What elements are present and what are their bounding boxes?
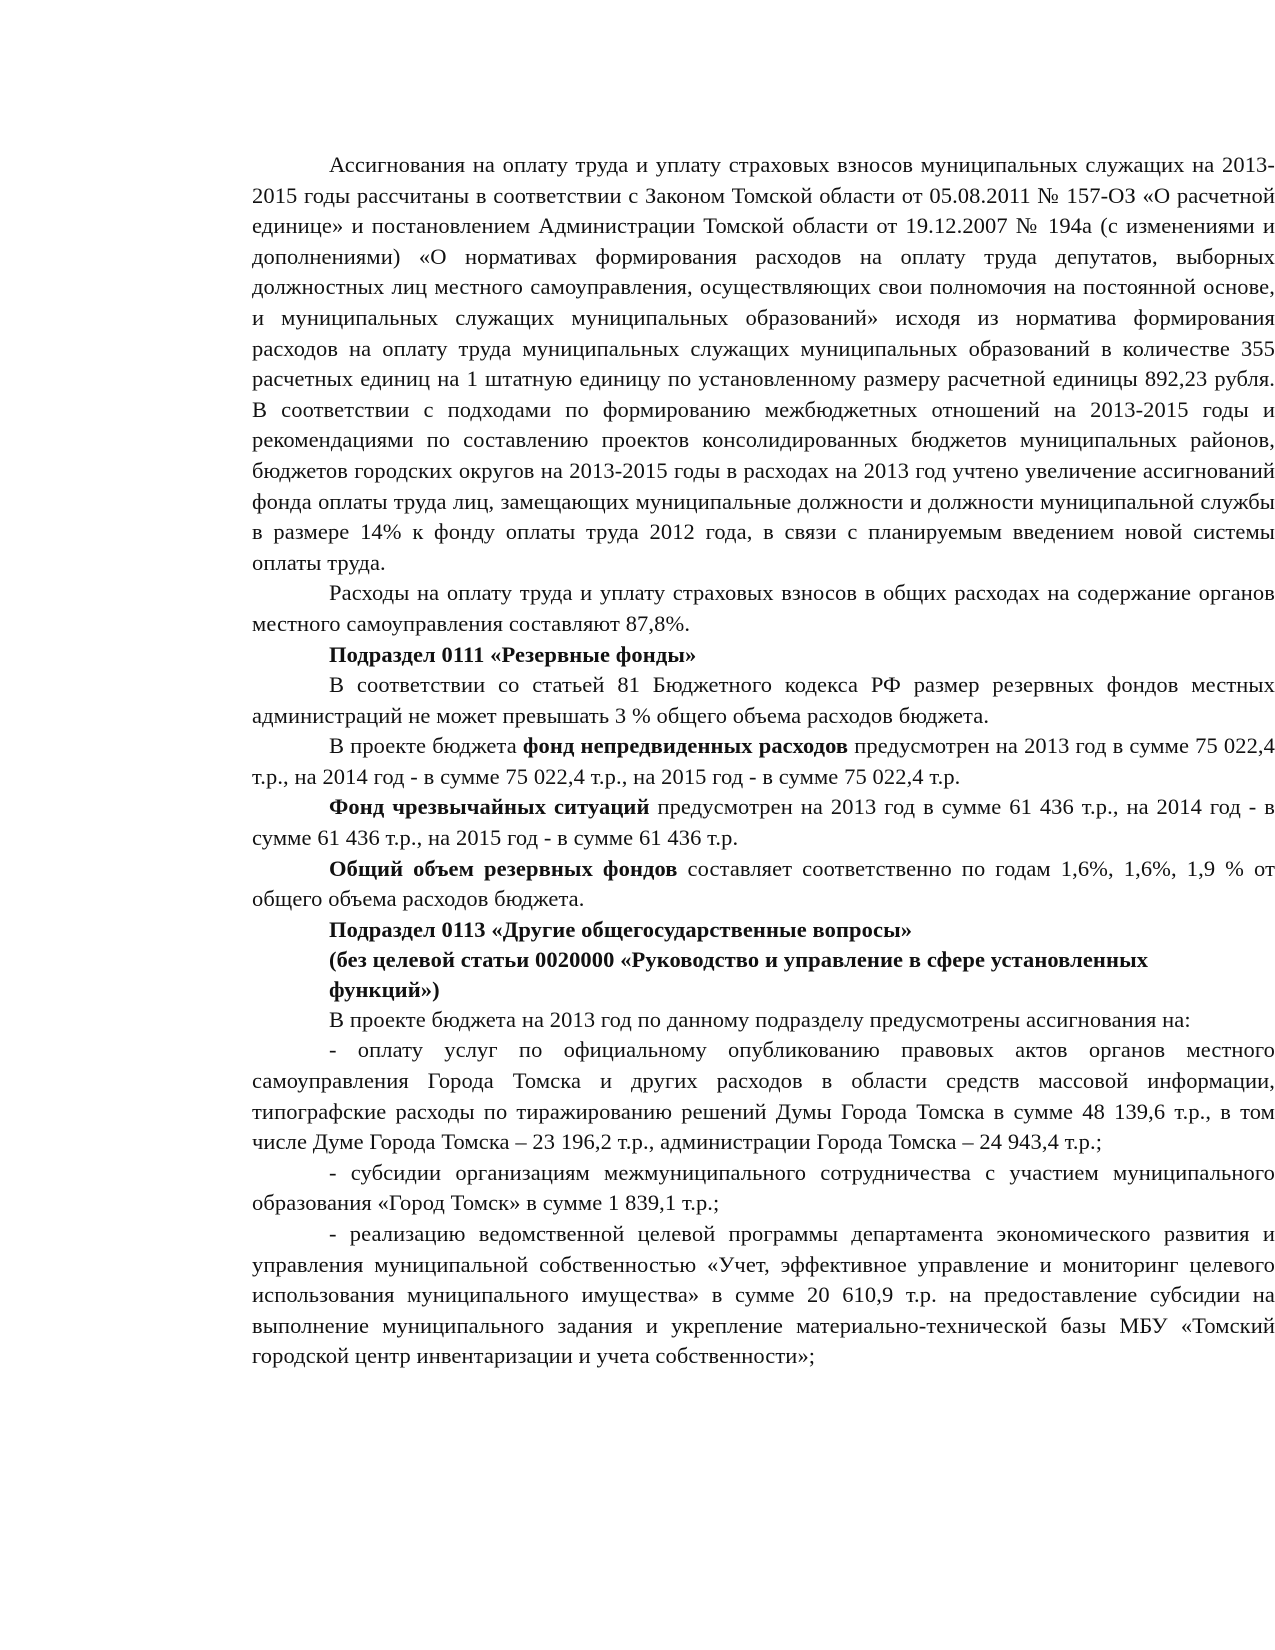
paragraph-text: предусмотрен на 2013 год в сумме 61 436 т.р., на 2014 год - в сумме 61 436 т.р., на 2015 год - в сумме 61 436 т.р. [252,794,1275,851]
bold-term-emergency-fund: Фонд чрезвычайных ситуаций [329,794,650,820]
list-item-publication: - оплату услуг по официальному опубликованию правовых актов органов местного самоуправления Города Томска и других расходов в области средств массовой информации, типографские расходы по тиражированию решений Думы Города Томска в сумме 48 139,6 т.р., в том числе Думе Города Томска – 23 196,2 т.р., администрации Города Томска – 24 943,4 т.р.; [252,1037,1275,1155]
paragraph-contingency-fund [252,731,1275,792]
document-body [252,150,1275,1372]
section-heading-reserve-funds: Подраздел 0111 «Резервные фонды» [329,641,697,667]
paragraph-reserve-limit: В соответствии со статьей 81 Бюджетного кодекса РФ размер резервных фондов местных администраций не может превышать 3 % общего объема расходов бюджета. [252,672,1275,728]
bold-term-contingency-fund: фонд непредвиденных расходов [522,733,849,759]
paragraph-salary-allocations: Ассигнования на оплату труда и уплату страховых взносов муниципальных служащих на 2013-2015 годы рассчитаны в соответствии с Законом Томской области от 05.08.2011 № 157-ОЗ «О расчетной единице» и постановлением Администрации Томской области от 19.12.2007 № 194а (с изменениями и дополнениями) «О нормативах формирования расходов на оплату труда депутатов, выборных должностных лиц местного самоуправления, осуществляющих свои полномочия на постоянной основе, и муниципальных служащих муниципальных образований» исходя из норматива формирования расходов на оплату труда муниципальных служащих муниципальных образований в количестве 355 расчетных единиц на 1 штатную единицу по установленному размеру расчетной единицы 892,23 рубля. В соответствии с подходами по формированию межбюджетных отношений на 2013-2015 годы и рекомендациями по составлению проектов консолидированных бюджетов муниципальных районов, бюджетов городских округов на 2013-2015 годы в расходах на 2013 год учтено увеличение ассигнований фонда оплаты труда лиц, замещающих муниципальные должности и должности муниципальной службы в размере 14% к фонду оплаты труда 2012 года, в связи с планируемым введением новой системы оплаты труда. [252,152,1275,575]
list-item-program: - реализацию ведомственной целевой программы департамента экономического развития и управления муниципальной собственностью «Учет, эффективное управление и мониторинг целевого использования муниципального имущества» в сумме 20 610,9 т.р. на предоставление субсидии на выполнение муниципального задания и укрепление материально-технической базы МБУ «Томский городской центр инвентаризации и учета собственности»; [252,1221,1275,1369]
heading-line: Подраздел 0113 «Другие общегосударственные вопросы» [329,916,913,942]
bold-term-total-reserve: Общий объем резервных фондов [329,855,678,881]
section-heading-other-issues [252,915,1252,1005]
paragraph-total-reserve [252,854,1275,915]
paragraph-text: составляет соответственно по годам 1,6%, 1,6%, 1,9 % от общего объема расходов бюджета. [252,855,1275,912]
paragraph-text: предусмотрен на 2013 год в сумме 75 022,4 т.р., на 2014 год - в сумме 75 022,4 т.р., на 2015 год - в сумме 75 022,4 т.р. [252,733,1275,789]
paragraph-prefix: В проекте бюджета [329,733,523,759]
paragraph-allocations-intro: В проекте бюджета на 2013 год по данному подразделу предусмотрены ассигнования на: [329,1006,1191,1032]
list-item-subsidies: - субсидии организациям межмуниципального сотрудничества с участием муниципального образования «Город Томск» в сумме 1 839,1 т.р.; [252,1159,1275,1216]
heading-line: (без целевой статьи 0020000 «Руководство и управление в сфере установленных [329,946,1149,972]
paragraph-emergency-fund [252,792,1275,853]
heading-line: функций») [329,976,440,1002]
paragraph-salary-share: Расходы на оплату труда и уплату страховых взносов в общих расходах на содержание органов местного самоуправления составляют 87,8%. [252,580,1275,636]
